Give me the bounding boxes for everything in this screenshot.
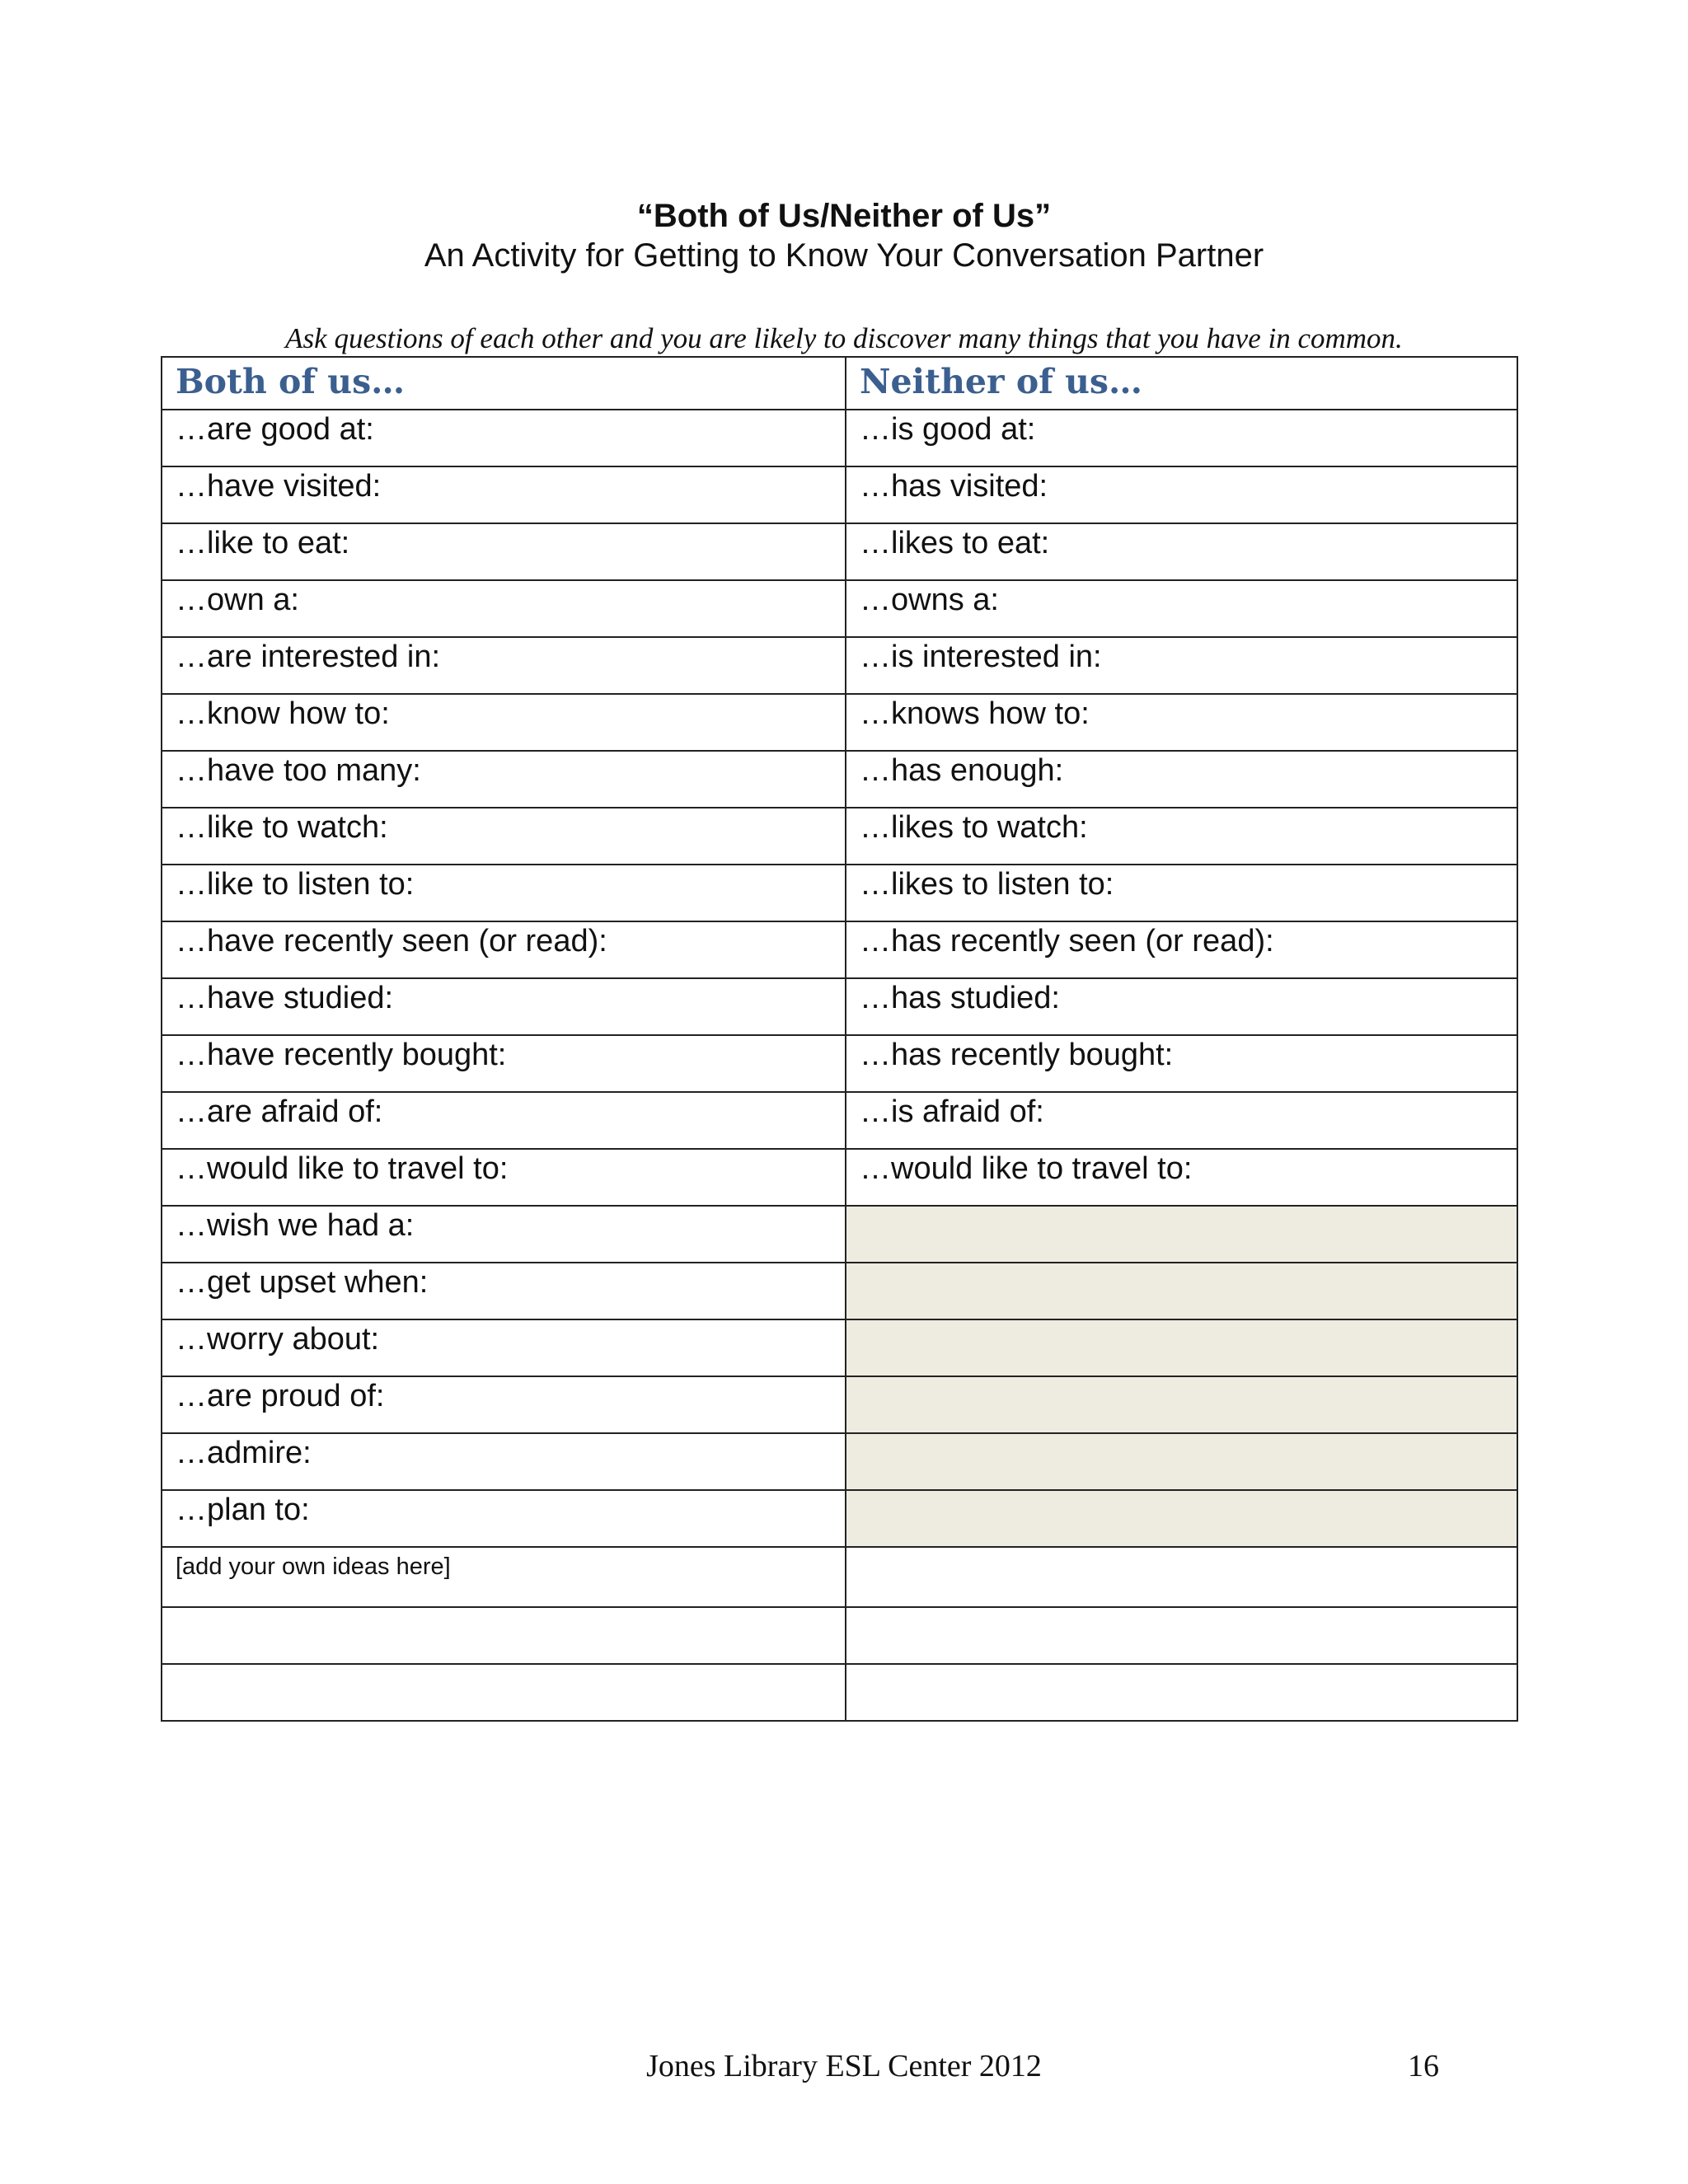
both-cell[interactable]: …worry about: [162, 1319, 846, 1376]
neither-cell[interactable]: …has recently bought: [846, 1035, 1517, 1092]
page-number: 16 [1408, 2049, 1439, 2083]
both-cell[interactable]: …like to listen to: [162, 865, 846, 921]
neither-cell[interactable]: …has recently seen (or read): [846, 921, 1517, 978]
both-cell[interactable]: …own a: [162, 580, 846, 637]
neither-cell[interactable] [846, 1607, 1517, 1664]
both-cell[interactable]: …are good at: [162, 410, 846, 466]
table-row [162, 751, 1517, 808]
both-cell[interactable]: …are proud of: [162, 1376, 846, 1433]
table-row [162, 921, 1517, 978]
table-row [162, 1433, 1517, 1490]
neither-cell[interactable]: …is interested in: [846, 637, 1517, 694]
table-row [162, 637, 1517, 694]
both-cell[interactable]: …have visited: [162, 466, 846, 523]
shaded-cell [846, 1376, 1517, 1433]
table-row [162, 1547, 1517, 1607]
add-ideas-cell[interactable]: [add your own ideas here] [162, 1547, 846, 1607]
neither-cell[interactable]: …has visited: [846, 466, 1517, 523]
instructions: Ask questions of each other and you are likely to discover many things that you have in common. [285, 322, 1403, 354]
shaded-cell [846, 1263, 1517, 1319]
header-neither-of-us: Neither of us… [846, 357, 1517, 410]
neither-cell[interactable]: …has enough: [846, 751, 1517, 808]
page-subtitle: An Activity for Getting to Know Your Conversation Partner [424, 237, 1264, 274]
table-row [162, 978, 1517, 1035]
table-row [162, 1149, 1517, 1206]
neither-cell[interactable]: …has studied: [846, 978, 1517, 1035]
header-both-of-us: Both of us… [162, 357, 846, 410]
table-row [162, 580, 1517, 637]
page-title: “Both of Us/Neither of Us” [636, 198, 1052, 234]
neither-cell[interactable]: …would like to travel to: [846, 1149, 1517, 1206]
both-cell[interactable]: …like to eat: [162, 523, 846, 580]
activity-table [161, 356, 1518, 1722]
footer-text: Jones Library ESL Center 2012 [646, 2049, 1042, 2083]
table-row [162, 1664, 1517, 1721]
neither-cell[interactable]: …owns a: [846, 580, 1517, 637]
neither-cell[interactable]: …knows how to: [846, 694, 1517, 751]
table-row [162, 1376, 1517, 1433]
table-row [162, 1319, 1517, 1376]
table-row [162, 466, 1517, 523]
table-row [162, 523, 1517, 580]
table-row [162, 1206, 1517, 1263]
neither-cell[interactable]: …is good at: [846, 410, 1517, 466]
both-cell[interactable]: …get upset when: [162, 1263, 846, 1319]
both-cell[interactable] [162, 1607, 846, 1664]
table-row [162, 1490, 1517, 1547]
neither-cell[interactable]: …is afraid of: [846, 1092, 1517, 1149]
both-cell[interactable]: …are afraid of: [162, 1092, 846, 1149]
both-cell[interactable]: …would like to travel to: [162, 1149, 846, 1206]
shaded-cell [846, 1319, 1517, 1376]
both-cell[interactable]: …admire: [162, 1433, 846, 1490]
both-cell[interactable]: …plan to: [162, 1490, 846, 1547]
neither-cell[interactable]: …likes to eat: [846, 523, 1517, 580]
table-row [162, 1035, 1517, 1092]
neither-cell[interactable] [846, 1664, 1517, 1721]
table-row [162, 1092, 1517, 1149]
both-cell[interactable]: …like to watch: [162, 808, 846, 865]
neither-cell[interactable]: …likes to listen to: [846, 865, 1517, 921]
table-row [162, 808, 1517, 865]
shaded-cell [846, 1206, 1517, 1263]
table-row [162, 1263, 1517, 1319]
table-header-row [162, 357, 1517, 410]
neither-cell[interactable]: …likes to watch: [846, 808, 1517, 865]
both-cell[interactable]: …wish we had a: [162, 1206, 846, 1263]
both-cell[interactable]: …are interested in: [162, 637, 846, 694]
table-row [162, 694, 1517, 751]
table-row [162, 865, 1517, 921]
both-cell[interactable]: …have recently seen (or read): [162, 921, 846, 978]
both-cell[interactable]: …know how to: [162, 694, 846, 751]
table-row [162, 1607, 1517, 1664]
table-row [162, 410, 1517, 466]
shaded-cell [846, 1433, 1517, 1490]
both-cell[interactable]: …have studied: [162, 978, 846, 1035]
neither-cell[interactable] [846, 1547, 1517, 1607]
shaded-cell [846, 1490, 1517, 1547]
both-cell[interactable]: …have recently bought: [162, 1035, 846, 1092]
both-cell[interactable]: …have too many: [162, 751, 846, 808]
both-cell[interactable] [162, 1664, 846, 1721]
